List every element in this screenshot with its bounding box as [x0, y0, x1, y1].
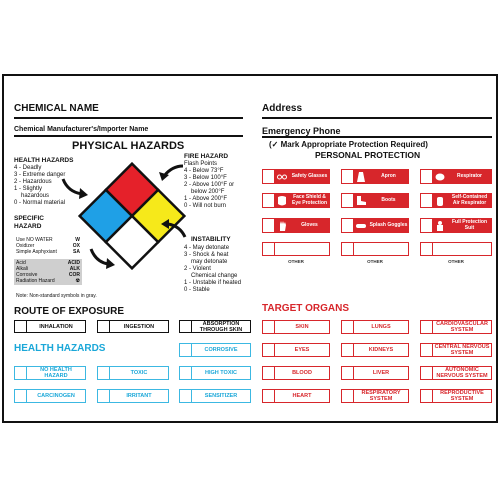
carcinogen-checkbox[interactable]: CARCINOGEN: [14, 389, 86, 403]
other-label: OTHER: [448, 259, 464, 264]
high-toxic-checkbox[interactable]: HIGH TOXIC: [179, 366, 251, 380]
fire-line: 0 - Will not burn: [184, 203, 227, 209]
other-label: OTHER: [288, 259, 304, 264]
route-of-exposure-title: ROUTE OF EXPOSURE: [14, 306, 125, 317]
instability-line: may detonate: [191, 259, 228, 265]
emergency-phone-label: Emergency Phone: [262, 126, 341, 136]
organ-skin-checkbox[interactable]: SKIN: [262, 320, 330, 334]
specific-hazard-list: [16, 237, 80, 255]
ppe-respirator-checkbox[interactable]: Respirator: [420, 169, 492, 184]
ppe-splash-goggles-checkbox[interactable]: Splash Goggles: [341, 218, 409, 233]
ppe-other-1-checkbox[interactable]: [262, 242, 330, 256]
specific-hazard-heading: [14, 215, 44, 231]
instability-line: 2 - Violent: [184, 266, 211, 272]
health-line: 0 - Normal material: [14, 200, 66, 206]
personal-protection-title: PERSONAL PROTECTION: [315, 150, 421, 160]
nonstandard-note: Note: Non-standard symbols in gray.: [16, 293, 97, 299]
organ-respiratory-checkbox[interactable]: RESPIRATORY SYSTEM: [341, 389, 409, 403]
fire-line: below 200°F: [191, 189, 225, 195]
ppe-other-2-checkbox[interactable]: [341, 242, 409, 256]
ppe-gloves-checkbox[interactable]: Gloves: [262, 218, 330, 233]
organ-blood-checkbox[interactable]: BLOOD: [262, 366, 330, 380]
arrow-fire-icon: [156, 162, 186, 182]
organ-lungs-checkbox[interactable]: LUNGS: [341, 320, 409, 334]
instability-line: 1 - Unstable if heated: [184, 280, 242, 286]
specific-gray-row: Corrosive COR: [16, 272, 80, 278]
ppe-scba-checkbox[interactable]: Self-Contained Air Respirator: [420, 193, 492, 208]
respirator-icon: [435, 172, 445, 182]
chemical-name-label: CHEMICAL NAME: [14, 103, 99, 114]
specific-title-2: HAZARD: [14, 223, 42, 230]
health-hazards-title: HEALTH HAZARDS: [14, 343, 106, 354]
organ-cardiovascular-checkbox[interactable]: CARDIOVASCULAR SYSTEM: [420, 320, 492, 334]
organ-kidneys-checkbox[interactable]: KIDNEYS: [341, 343, 409, 357]
route-inhalation-checkbox[interactable]: INHALATION: [14, 320, 86, 333]
chemical-name-line: [14, 117, 243, 119]
fire-line: 1 - Above 200°F: [184, 196, 228, 202]
hazard-label: [2, 74, 498, 423]
irritant-checkbox[interactable]: IRRITANT: [97, 389, 169, 403]
instability-list: [184, 245, 241, 294]
ppe-boots-checkbox[interactable]: Boots: [341, 193, 409, 208]
safety-glasses-icon: [277, 172, 287, 182]
target-organs-title: TARGET ORGANS: [262, 303, 350, 314]
ppe-face-shield-checkbox[interactable]: Face Shield & Eye Protection: [262, 193, 330, 208]
route-ingestion-checkbox[interactable]: INGESTION: [97, 320, 169, 333]
ppe-safety-glasses-checkbox[interactable]: Safety Glasses: [262, 169, 330, 184]
instability-heading: INSTABILITY: [191, 236, 231, 243]
mark-protection-note: (✓ Mark Appropriate Protection Required): [269, 140, 428, 149]
organ-liver-checkbox[interactable]: LIVER: [341, 366, 409, 380]
specific-row: Simple Asphyxiant SA: [16, 249, 80, 255]
fire-hazard-heading: FIRE HAZARD: [184, 153, 229, 160]
health-line: 2 - Hazardous: [14, 179, 52, 185]
specific-title-1: SPECIFIC: [14, 215, 44, 222]
emergency-phone-line: [262, 136, 492, 138]
health-line: 1 - Slightly: [14, 186, 43, 192]
corrosive-checkbox[interactable]: CORROSIVE: [179, 343, 251, 357]
ppe-other-3-checkbox[interactable]: [420, 242, 492, 256]
organ-reproductive-checkbox[interactable]: REPRODUCTIVE SYSTEM: [420, 389, 492, 403]
specific-gray-row: Radiation Hazard ☢: [16, 278, 80, 284]
fire-line: 2 - Above 100°F or: [184, 182, 235, 188]
arrow-specific-icon: [88, 246, 118, 270]
instability-line: 0 - Stable: [184, 287, 210, 293]
fire-line: 3 - Below 100°F: [184, 175, 227, 181]
no-health-hazard-checkbox[interactable]: NO HEALTH HAZARD: [14, 366, 86, 380]
arrow-instability-icon: [160, 218, 188, 240]
health-hazards-list: [14, 165, 65, 207]
specific-gray-row: Acid ACID: [16, 260, 80, 266]
instability-line: 4 - May detonate: [184, 245, 230, 251]
health-line: 4 - Deadly: [14, 165, 42, 171]
air-tank-icon: [435, 196, 445, 206]
route-absorption-checkbox[interactable]: ABSORPTION THROUGH SKIN: [179, 320, 251, 333]
fire-hazard-list: [184, 161, 234, 210]
health-hazards-heading: HEALTH HAZARDS: [14, 157, 74, 164]
organ-heart-checkbox[interactable]: HEART: [262, 389, 330, 403]
manufacturer-label: Chemical Manufacturer's/Importer Name: [14, 126, 149, 133]
instability-line: Chemical change: [191, 273, 238, 279]
goggles-icon: [356, 221, 366, 231]
fire-line: Flash Points: [184, 161, 218, 167]
ppe-full-suit-checkbox[interactable]: Full Protection Suit: [420, 218, 492, 233]
toxic-checkbox[interactable]: TOXIC: [97, 366, 169, 380]
specific-gray-row: Alkali ALK: [16, 266, 80, 272]
face-shield-icon: [277, 196, 287, 206]
protection-suit-icon: [435, 221, 445, 231]
sensitizer-checkbox[interactable]: SENSITIZER: [179, 389, 251, 403]
instability-line: 3 - Shock & heat: [184, 252, 229, 258]
health-line: hazardous: [21, 193, 50, 199]
arrow-health-icon: [60, 176, 90, 200]
nonstandard-hazard-list: [14, 259, 82, 285]
apron-icon: [356, 172, 366, 182]
organ-autonomic-checkbox[interactable]: AUTONOMIC NERVOUS SYSTEM: [420, 366, 492, 380]
boots-icon: [356, 196, 366, 206]
specific-row: Use NO WATER W: [16, 237, 80, 243]
ppe-apron-checkbox[interactable]: Apron: [341, 169, 409, 184]
address-line: [262, 117, 492, 119]
fire-line: 4 - Below 73°F: [184, 168, 224, 174]
organ-cns-checkbox[interactable]: CENTRAL NERVOUS SYSTEM: [420, 343, 492, 357]
other-label: OTHER: [367, 259, 383, 264]
address-label: Address: [262, 103, 303, 114]
organ-eyes-checkbox[interactable]: EYES: [262, 343, 330, 357]
specific-row: Oxidizer OX: [16, 243, 80, 249]
manufacturer-line: [14, 135, 243, 137]
health-line: 3 - Extreme danger: [14, 172, 66, 178]
physical-hazards-title: PHYSICAL HAZARDS: [72, 140, 185, 152]
gloves-icon: [277, 221, 287, 231]
